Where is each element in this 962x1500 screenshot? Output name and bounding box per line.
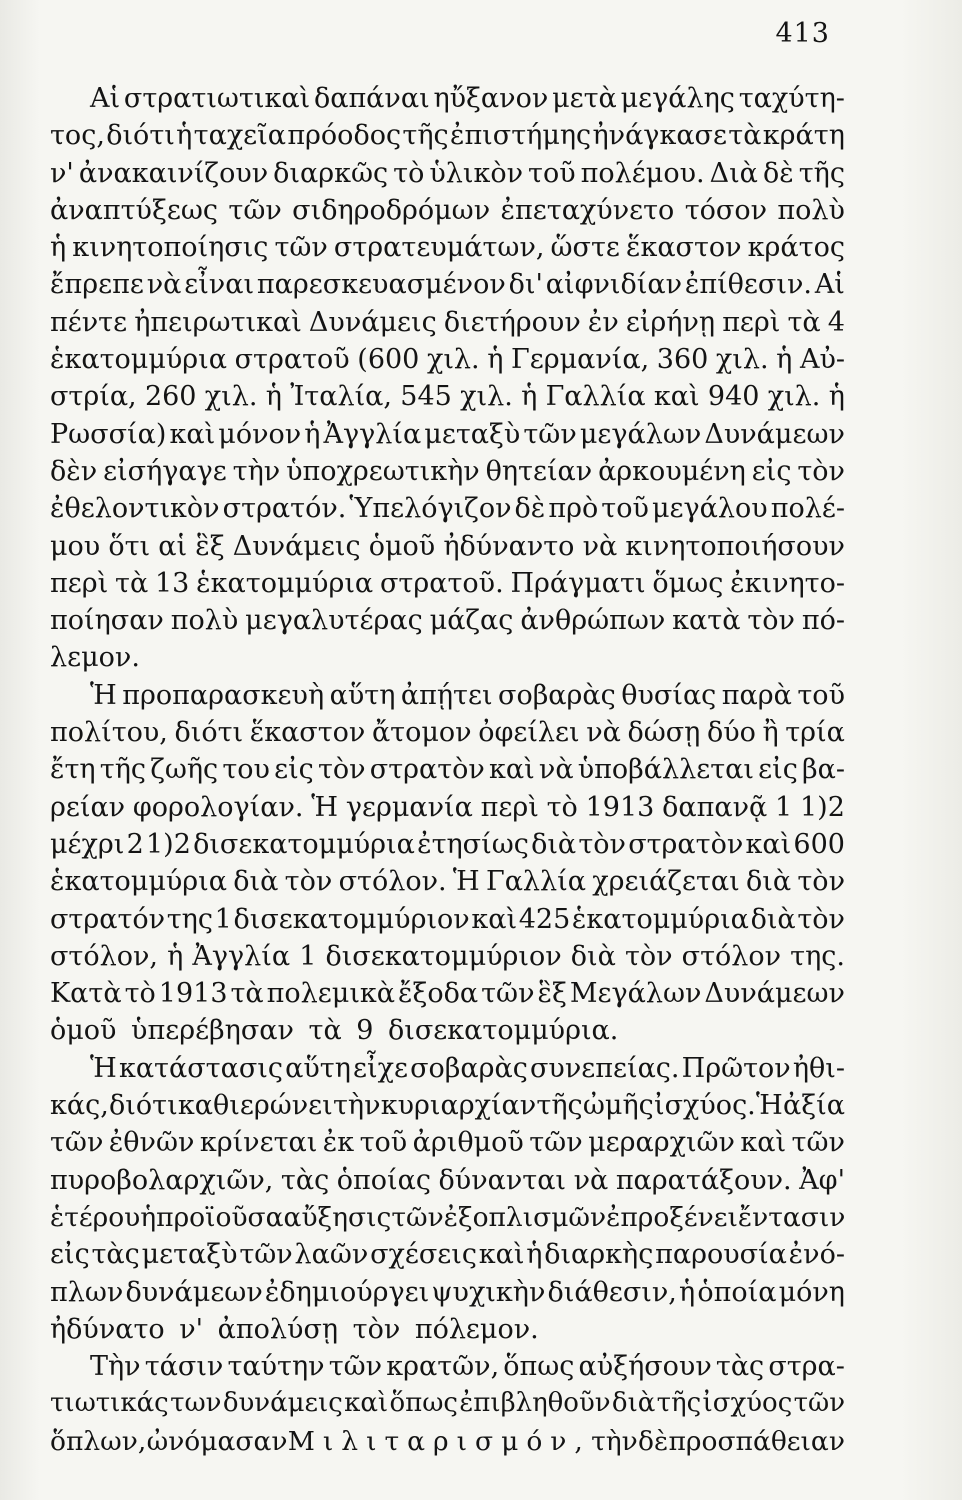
text-line: ὁμοῦ ὑπερέβησαν τὰ 9 δισεκατομμύρια.: [50, 1015, 619, 1047]
text-line: ἑκατομμύρια στρατοῦ (600 χιλ. ἡ Γερμανία, 360 χιλ. ἡ Αὐ-: [50, 344, 845, 376]
body-text: [50, 80, 845, 1460]
text-line: ποίησαν πολὺ μεγαλυτέρας μάζας ἀνθρώπων κατὰ τὸν πό-: [50, 605, 845, 637]
text-line: εἰς τὰς μεταξὺ τῶν λαῶν σχέσεις καὶ ἡ διαρκὴς παρουσία ἐνό-: [50, 1239, 845, 1271]
text-line: Αἱ στρατιωτικαὶ δαπάναι ηὔξανον μετὰ μεγάλης ταχύτη-: [90, 83, 845, 114]
text-line: ἡ κινητοποίησις τῶν στρατευμάτων, ὥστε ἕκαστον κράτος: [50, 232, 845, 264]
text-line: τιωτικάς των δυνάμεις καὶ ὅπως ἐπιβληθοῦν διὰ τῆς ἰσχύος τῶν: [50, 1388, 845, 1419]
page-number: 413: [775, 18, 830, 49]
text-line: ὅπλων, ὠνόμασαν Μιλιταρισμόν, τὴν δὲ προσπάθειαν: [50, 1425, 845, 1457]
text-line: κάς, διότι καθιερώνει τὴν κυριαρχίαν τῆς ὠμῆς ἰσχύος. Ἡ ἀξία: [50, 1090, 845, 1122]
text-line: ἔπρεπε νὰ εἶναι παρεσκευασμένον δι' αἰφνιδίαν ἐπίθεσιν. Αἱ: [50, 269, 845, 301]
text-line: ἀναπτύξεως τῶν σιδηροδρόμων ἐπεταχύνετο τόσον πολὺ: [50, 194, 845, 226]
text-line: στρατόν της 1 δισεκατομμύριον καὶ 425 ἑκατομμύρια διὰ τὸν: [50, 903, 845, 935]
text-line: ἑκατομμύρια διὰ τὸν στόλον. Ἡ Γαλλία χρειάζεται διὰ τὸν: [50, 866, 845, 898]
text-line: μέχρι 2 1)2 δισεκατομμύρια ἐτησίως διὰ τὸν στρατὸν καὶ 600: [50, 828, 845, 860]
text-line: πυροβολαρχιῶν, τὰς ὁποίας δύνανται νὰ παρατάξουν. Ἀφ': [50, 1164, 845, 1196]
text-line: λεμον.: [50, 642, 140, 674]
text-line: στόλον, ἡ Ἀγγλία 1 δισεκατομμύριον διὰ τὸν στόλον της.: [50, 940, 845, 972]
text-line: μου ὅτι αἱ ἓξ Δυνάμεις ὁμοῦ ἠδύναντο νὰ κινητοποιήσουν: [50, 530, 845, 562]
text-line: ἑτέρου ἡ προϊοῦσα αὔξησις τῶν ἐξοπλισμῶν ἐπροξένει ἔντασιν: [50, 1201, 846, 1233]
text-line: Ἡ κατάστασις αὕτη εἶχε σοβαρὰς συνεπείας. Πρῶτον ἠθι-: [90, 1052, 845, 1084]
text-line: περὶ τὰ 13 ἑκατομμύρια στρατοῦ. Πράγματι ὅμως ἐκινητο-: [50, 567, 845, 599]
text-line: δὲν εἰσήγαγε τὴν ὑποχρεωτικὴν θητείαν ἀρκουμένη εἰς τὸν: [50, 455, 845, 487]
text-line: τος, διότι ἡ ταχεῖα πρόοδος τῆς ἐπιστήμης ἠνάγκασε τὰ κράτη: [50, 120, 845, 152]
text-line: πλων δυνάμεων ἐδημιούργει ψυχικὴν διάθεσιν, ἡ ὁποία μόνη: [50, 1276, 845, 1308]
text-line: στρία, 260 χιλ. ἡ Ἰταλία, 545 χιλ. ἡ Γαλλία καὶ 940 χιλ. ἡ: [50, 381, 845, 413]
text-line: πολίτου, διότι ἕκαστον ἄτομον ὀφείλει νὰ δώσῃ δύο ἢ τρία: [50, 717, 845, 749]
text-line: ν' ἀνακαινίζουν διαρκῶς τὸ ὑλικὸν τοῦ πολέμου. Διὰ δὲ τῆς: [50, 157, 845, 189]
text-line: Κατὰ τὸ 1913 τὰ πολεμικὰ ἔξοδα τῶν ἓξ Μεγάλων Δυνάμεων: [50, 978, 845, 1010]
text-line: Ρωσσία) καὶ μόνον ἡ Ἀγγλία μεταξὺ τῶν μεγάλων Δυνάμεων: [50, 418, 845, 450]
text-line: Τὴν τάσιν ταύτην τῶν κρατῶν, ὅπως αὐξήσουν τὰς στρα-: [90, 1351, 845, 1383]
text-line: ἔτη τῆς ζωῆς του εἰς τὸν στρατὸν καὶ νὰ ὑποβάλλεται εἰς βα-: [50, 754, 845, 786]
text-line: τῶν ἐθνῶν κρίνεται ἐκ τοῦ ἀριθμοῦ τῶν μεραρχιῶν καὶ τῶν: [50, 1127, 845, 1159]
text-line: ἐθελοντικὸν στρατόν. Ὑπελόγιζον δὲ πρὸ τοῦ μεγάλου πολέ-: [50, 493, 845, 525]
text-line: Ἡ προπαρασκευὴ αὕτη ἀπῄτει σοβαρὰς θυσίας παρὰ τοῦ: [90, 679, 845, 711]
text-line: πέντε ἠπειρωτικαὶ Δυνάμεις διετήρουν ἐν εἰρήνῃ περὶ τὰ 4: [50, 306, 845, 338]
text-line: ἠδύνατο ν' ἀπολύσῃ τὸν πόλεμον.: [50, 1313, 539, 1345]
text-line: ρείαν φορολογίαν. Ἡ γερμανία περὶ τὸ 1913 δαπανᾷ 1 1)2: [50, 791, 845, 823]
